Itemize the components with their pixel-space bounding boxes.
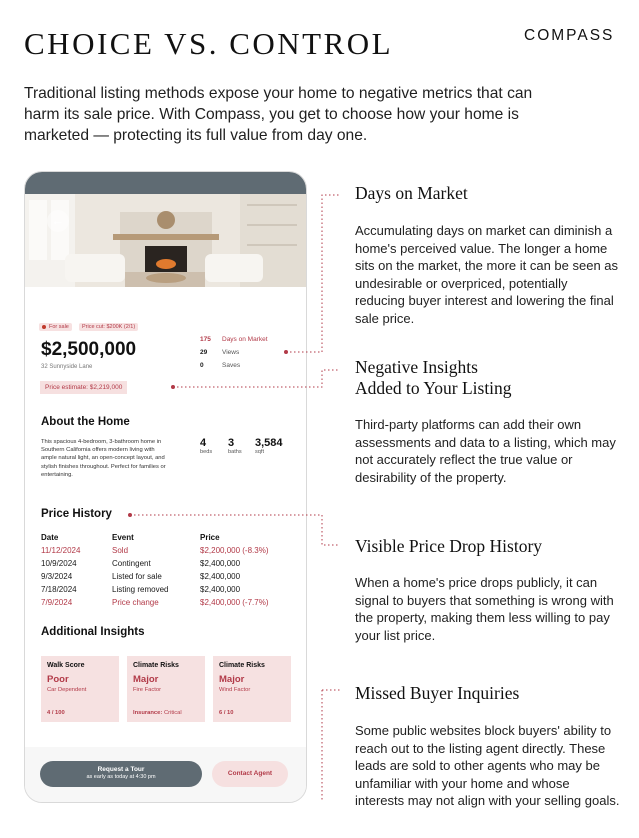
section-missed-inquiries-heading: Missed Buyer Inquiries bbox=[355, 683, 520, 703]
compass-logo: COMPASS bbox=[524, 27, 615, 44]
stat-saves: 0 Saves bbox=[200, 362, 241, 369]
insights-heading: Additional Insights bbox=[41, 626, 145, 638]
price-estimate-badge: Price estimate: $2,219,000 bbox=[40, 381, 127, 394]
phone-mockup: ← For sale Price cut: $200K (2/1) $2,500,000 32 Sunnyside Lane Price estimate: $2,219,000 175 Days on Market 29 Views 0 Saves About the Home This spacious 4-bedroom, 3-bathroom home in Southern California offers modern living with ample natural light, an open-concept layout, and stylish finishes throughout. Perfect for families or entertaining. 4 beds 3 baths 3,584 sqft Price History Date Event Price 11/12/2024 Sold $2,200,000 (-8.3%) 10/9/2024 Contingent $2,400,000 9/3/2024 Listed for sale $2,400,000 7/18/2024 Listing removed $2,400,000 7/9/2024 Price change $2,400,000 (-7.7%) Additional Insights Walk Score Poor Car Dependent 4 / 100 Climate Risks Major Fire Factor Insurance: Critical Climate Risks Major Wind Factor 6 / 10 Request a Tour as early as today at 4:30 pm Contact Agent bbox=[24, 171, 307, 803]
feature-baths: 3 baths bbox=[228, 437, 242, 455]
section-price-drop-body: When a home's price drops publicly, it can signal to buyers that something is wrong with the property, making them less willing to pay your list price. bbox=[355, 575, 614, 643]
feature-beds: 4 beds bbox=[200, 437, 213, 455]
insight-card-wind-risk[interactable]: Climate Risks Major Wind Factor 6 / 10 bbox=[213, 656, 291, 722]
price-history-heading: Price History bbox=[41, 508, 112, 520]
request-tour-button[interactable]: Request a Tour as early as today at 4:30 pm bbox=[40, 761, 202, 787]
section-negative-insights-body: Third-party platforms can add their own assessments and data to a listing, which may not accurately reflect the true value or desirability of the property. bbox=[355, 417, 616, 485]
stat-views: 29 Views bbox=[200, 349, 240, 356]
status-dot-icon bbox=[42, 325, 46, 329]
listing-photo bbox=[25, 194, 306, 287]
phone-top-bar bbox=[25, 172, 306, 194]
about-heading: About the Home bbox=[41, 416, 130, 428]
section-negative-insights-heading: Negative Insights Added to Your Listing bbox=[355, 357, 512, 398]
about-text: This spacious 4-bedroom, 3-bathroom home in Southern California offers modern living with ample natural light, an open-concept layout, and stylish finishes throughout. Perfect for families or entertaining. bbox=[41, 439, 166, 478]
section-days-on-market-body: Accumulating days on market can diminish a home's perceived value. The longer a home sits on the market, the more it can be seen as undesirable or overpriced, potentially reducing buyer interest and lowering the final sale price. bbox=[355, 223, 619, 326]
insight-card-walk-score[interactable]: Walk Score Poor Car Dependent 4 / 100 bbox=[41, 656, 119, 722]
listing-price: $2,500,000 bbox=[41, 339, 137, 360]
contact-agent-button[interactable]: Contact Agent bbox=[212, 761, 288, 787]
stat-days-on-market: 175 Days on Market bbox=[200, 336, 268, 343]
for-sale-tag: For sale bbox=[39, 323, 72, 331]
section-missed-inquiries-body: Some public websites block buyers' ability to reach out to the listing agent directly. These leads are sold to other agents who may be unfamiliar with your home and whose interests may not align with your selling goals. bbox=[355, 723, 620, 808]
page-title: CHOICE VS. CONTROL bbox=[24, 26, 394, 61]
section-price-drop-heading: Visible Price Drop History bbox=[355, 536, 543, 556]
arrow-left-icon: ← bbox=[51, 213, 65, 228]
insight-card-fire-risk[interactable]: Climate Risks Major Fire Factor Insurance: Critical bbox=[127, 656, 205, 722]
price-cut-tag: Price cut: $200K (2/1) bbox=[79, 323, 138, 331]
feature-sqft: 3,584 sqft bbox=[255, 437, 283, 455]
back-arrow-button[interactable] bbox=[47, 210, 69, 232]
insight-cards bbox=[41, 656, 291, 722]
listing-address: 32 Sunnyside Lane bbox=[41, 364, 93, 370]
intro-paragraph: Traditional listing methods expose your home to negative metrics that can harm its sale price. With Compass, you get to choose how your home is marketed — protecting its full value from day one. bbox=[24, 85, 533, 144]
section-days-on-market-heading: Days on Market bbox=[355, 183, 468, 203]
